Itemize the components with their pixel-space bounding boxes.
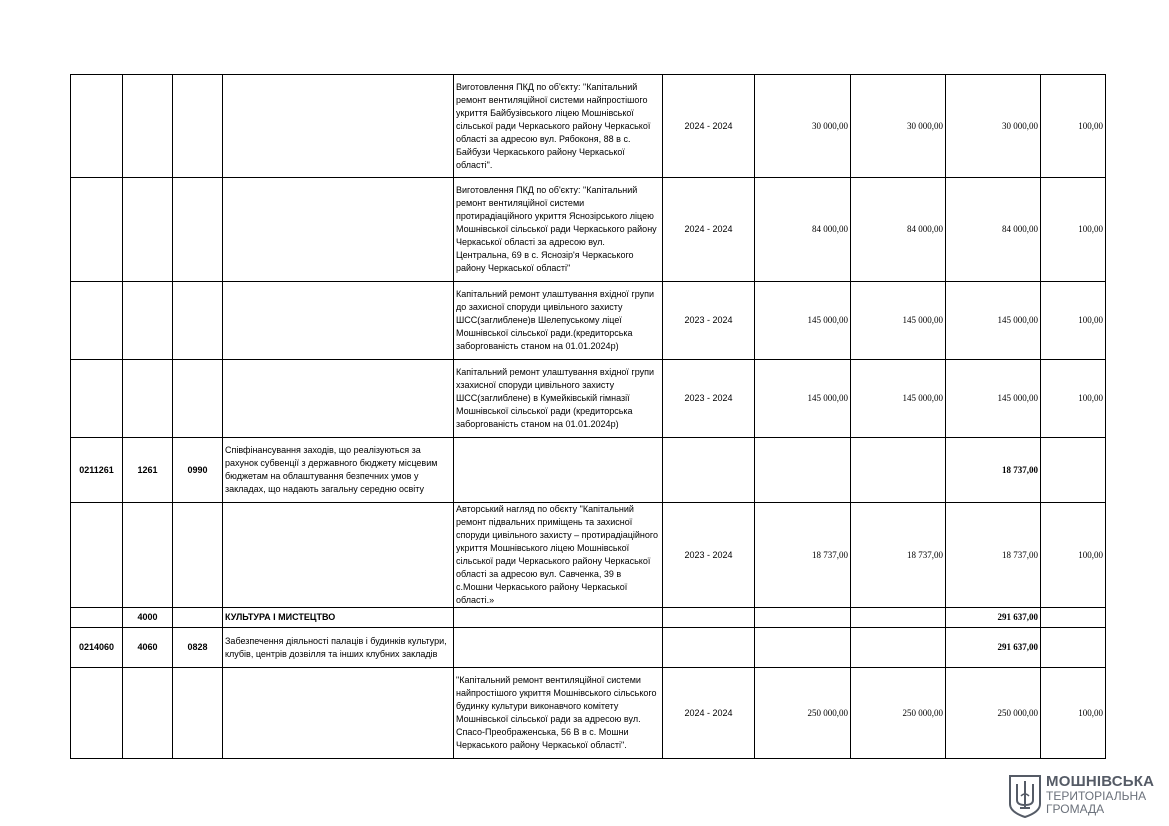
logo-subtitle-2: ГРОМАДА <box>1046 802 1105 816</box>
cell-function-code: 4000 <box>123 608 173 628</box>
cell-object: Капітальний ремонт улаштування вхідної групи хзахисної споруди цивільного захисту ШСС(заглиблене) в Кумейківській гімназії Мошнівської сільської ради (кредиторська заборгованість станом на 01.01.2024р) <box>454 360 663 438</box>
cell-cost: 18 737,00 <box>755 503 851 608</box>
cell-cost: 84 000,00 <box>755 178 851 282</box>
cell-classification-code <box>173 668 223 759</box>
budget-table <box>70 74 1106 759</box>
cell-remaining <box>851 438 946 503</box>
cell-period: 2024 - 2024 <box>663 178 755 282</box>
cell-percent <box>1041 628 1106 668</box>
cell-cost: 30 000,00 <box>755 75 851 178</box>
program-row <box>71 438 1106 503</box>
cell-cost: 145 000,00 <box>755 360 851 438</box>
program-row <box>71 628 1106 668</box>
table-row <box>71 503 1106 608</box>
cell-remaining <box>851 608 946 628</box>
table-row <box>71 178 1106 282</box>
cell-cost: 250 000,00 <box>755 668 851 759</box>
cell-program-code <box>71 75 123 178</box>
logo-title: МОШНІВСЬКА <box>1046 773 1155 790</box>
cell-object <box>454 628 663 668</box>
cell-object: Авторський нагляд по обєкту "Капітальний ремонт підвальних приміщень та захисної споруди цивільного захисту – протирадіаційного укриття Мошнівського ліцею Мошнівської сільської ради Черкаського району Черкаської області за адресою вул. Савченка, 39 в с.Мошни Черкаського району Черкаської області.» <box>454 503 663 608</box>
cell-period: 2023 - 2024 <box>663 282 755 360</box>
cell-function-code <box>123 178 173 282</box>
cell-allocated: 291 637,00 <box>946 628 1041 668</box>
cell-cost <box>755 608 851 628</box>
cell-classification-code <box>173 608 223 628</box>
cell-percent: 100,00 <box>1041 75 1106 178</box>
cell-period: 2023 - 2024 <box>663 360 755 438</box>
cell-cost: 145 000,00 <box>755 282 851 360</box>
cell-cost <box>755 438 851 503</box>
cell-function-code <box>123 75 173 178</box>
cell-program-code <box>71 360 123 438</box>
cell-program-code <box>71 668 123 759</box>
cell-period <box>663 608 755 628</box>
cell-period <box>663 628 755 668</box>
cell-program-code: 0211261 <box>71 438 123 503</box>
cell-program-name: Забезпечення діяльності палаців і будинків культури, клубів, центрів дозвілля та інших клубних закладів <box>223 628 454 668</box>
cell-function-code <box>123 360 173 438</box>
cell-allocated: 145 000,00 <box>946 360 1041 438</box>
cell-allocated: 145 000,00 <box>946 282 1041 360</box>
cell-function-code <box>123 503 173 608</box>
cell-program-code <box>71 503 123 608</box>
cell-classification-code <box>173 178 223 282</box>
cell-program-name <box>223 178 454 282</box>
section-row <box>71 608 1106 628</box>
cell-program-name <box>223 503 454 608</box>
cell-program-code <box>71 178 123 282</box>
logo-subtitle: ТЕРИТОРІАЛЬНА <box>1046 789 1147 803</box>
cell-classification-code <box>173 360 223 438</box>
cell-allocated: 18 737,00 <box>946 503 1041 608</box>
cell-allocated: 84 000,00 <box>946 178 1041 282</box>
cell-remaining: 84 000,00 <box>851 178 946 282</box>
cell-object: "Капітальний ремонт вентиляційної системи найпростішого укриття Мошнівського сільського будинку культури виконавчого комітету Мошнівської сільської ради за адресою вул. Спасо-Преображенська, 56 В в с. Мошни Черкаського району Черкаської області". <box>454 668 663 759</box>
cell-percent: 100,00 <box>1041 668 1106 759</box>
cell-program-code <box>71 608 123 628</box>
cell-object: Виготовлення ПКД по об'єкту: "Капітальний ремонт вентиляційної системи протирадіаційного укриття Яснозірського ліцею Мошнівської сільської ради Черкаського району Черкаської області за адресою вул. Центральна, 69 в с. Яснозір'я Черкаського району Черкаської області" <box>454 178 663 282</box>
cell-classification-code: 0828 <box>173 628 223 668</box>
table-row <box>71 282 1106 360</box>
cell-object: Виготовлення ПКД по об'єкту: "Капітальний ремонт вентиляційної системи найпростішого укриття Байбузівського ліцею Мошнівської сільської ради Черкаського району Черкаської області за адресою вул. Рябоконя, 88 в с. Байбузи Черкаського району Черкаської області". <box>454 75 663 178</box>
community-logo <box>1008 772 1158 820</box>
cell-object: Капітальний ремонт улаштування вхідної групи до захисної споруди цивільного захисту ШСС(заглиблене)в Шелепуському ліцеї Мошнівської сільської ради.(кредиторська заборгованість станом на 01.01.2024р) <box>454 282 663 360</box>
cell-period: 2024 - 2024 <box>663 75 755 178</box>
cell-percent <box>1041 608 1106 628</box>
cell-program-code: 0214060 <box>71 628 123 668</box>
cell-remaining: 30 000,00 <box>851 75 946 178</box>
cell-classification-code <box>173 282 223 360</box>
table-row <box>71 360 1106 438</box>
cell-period: 2023 - 2024 <box>663 503 755 608</box>
cell-function-code: 4060 <box>123 628 173 668</box>
cell-allocated: 18 737,00 <box>946 438 1041 503</box>
trident-icon <box>1008 774 1042 818</box>
table-row <box>71 75 1106 178</box>
cell-object <box>454 438 663 503</box>
cell-function-code: 1261 <box>123 438 173 503</box>
cell-period <box>663 438 755 503</box>
cell-program-name <box>223 668 454 759</box>
section-title: КУЛЬТУРА І МИСТЕЦТВО <box>223 608 454 628</box>
cell-program-name <box>223 360 454 438</box>
table-row <box>71 668 1106 759</box>
cell-cost <box>755 628 851 668</box>
cell-classification-code <box>173 503 223 608</box>
cell-percent: 100,00 <box>1041 360 1106 438</box>
cell-function-code <box>123 282 173 360</box>
cell-program-name <box>223 282 454 360</box>
cell-percent <box>1041 438 1106 503</box>
cell-classification-code: 0990 <box>173 438 223 503</box>
cell-period: 2024 - 2024 <box>663 668 755 759</box>
cell-remaining: 18 737,00 <box>851 503 946 608</box>
cell-percent: 100,00 <box>1041 503 1106 608</box>
cell-program-name <box>223 75 454 178</box>
cell-remaining: 145 000,00 <box>851 282 946 360</box>
cell-allocated: 291 637,00 <box>946 608 1041 628</box>
cell-function-code <box>123 668 173 759</box>
cell-percent: 100,00 <box>1041 282 1106 360</box>
cell-program-name: Співфінансування заходів, що реалізуються за рахунок субвенції з державного бюджету місцевим бюджетам на облаштування безпечних умов у закладах, що надають загальну середню освіту <box>223 438 454 503</box>
cell-remaining <box>851 628 946 668</box>
cell-remaining: 250 000,00 <box>851 668 946 759</box>
cell-allocated: 30 000,00 <box>946 75 1041 178</box>
cell-percent: 100,00 <box>1041 178 1106 282</box>
cell-classification-code <box>173 75 223 178</box>
cell-object <box>454 608 663 628</box>
cell-remaining: 145 000,00 <box>851 360 946 438</box>
cell-program-code <box>71 282 123 360</box>
cell-allocated: 250 000,00 <box>946 668 1041 759</box>
